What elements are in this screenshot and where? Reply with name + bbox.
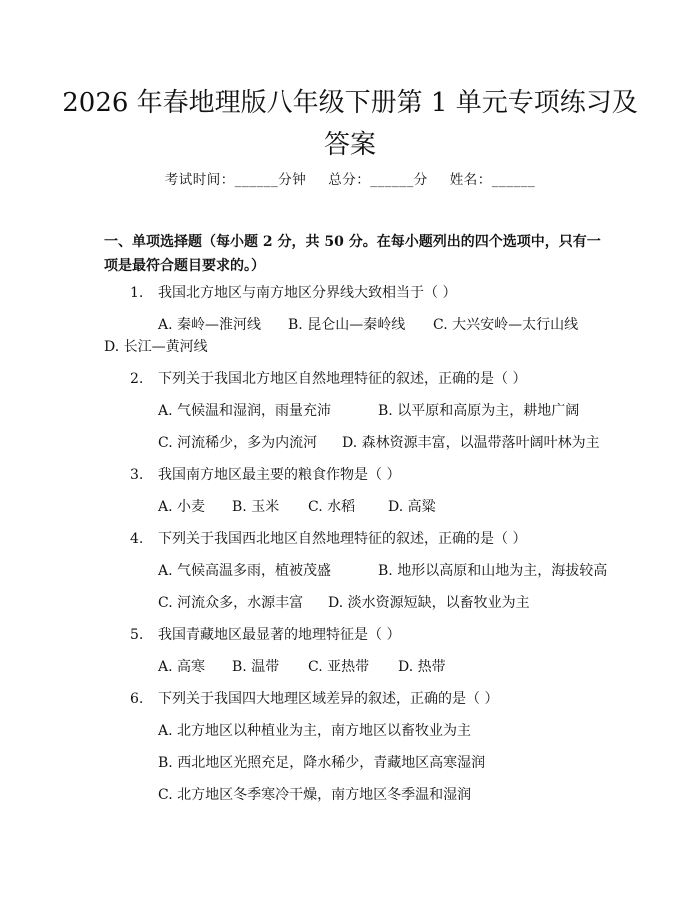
option-b: B. 以平原和高原为主，耕地广阔 [378,403,580,419]
option-d: D. 淡水资源短缺，以畜牧业为主 [328,595,530,611]
question-1 [130,282,456,302]
option-a: A. 气候温和湿润，雨量充沛 [158,403,332,419]
student-name: 姓名：______ [449,172,536,188]
option-c: C. 北方地区冬季寒冷干燥，南方地区冬季温和湿润 [158,787,472,803]
question-3 [130,464,400,484]
question-text: 我国青藏地区最显著的地理特征是（ ） [158,627,401,643]
option-c: C. 河流众多，水源丰富 [158,595,304,611]
option-c: C. 水稻 [308,499,356,515]
option-d: D. 长江—黄河线 [104,339,208,355]
question-3-options [158,496,436,516]
question-text: 我国南方地区最主要的粮食作物是（ ） [158,467,401,483]
question-5 [130,624,400,644]
question-6 [130,688,498,708]
option-b: B. 西北地区光照充足，降水稀少，青藏地区高寒湿润 [158,755,486,771]
section-heading: 一、单项选择题（每小题 2 分，共 50 分。在每小题列出的四个选项中，只有一项是最符合题目要求的。） [104,234,601,274]
option-a: A. 北方地区以种植业为主，南方地区以畜牧业为主 [158,723,472,739]
question-text: 下列关于我国西北地区自然地理特征的叙述，正确的是（ ） [158,531,527,547]
option-a: A. 秦岭—淮河线 [158,317,262,333]
question-2-options-row2 [158,432,600,452]
option-a: A. 气候高温多雨，植被茂盛 [158,563,332,579]
question-text: 下列关于我国四大地理区域差异的叙述，正确的是（ ） [158,691,499,707]
question-4 [130,528,526,548]
option-c: C. 亚热带 [308,659,370,675]
option-b: B. 地形以高原和山地为主，海拔较高 [378,563,608,579]
question-number: 1. [130,285,144,301]
question-text: 下列关于我国北方地区自然地理特征的叙述，正确的是（ ） [158,371,527,387]
option-a: A. 高寒 [158,659,206,675]
option-c: C. 大兴安岭—太行山线 [433,317,579,333]
exam-time: 考试时间：______分钟 [164,172,307,188]
option-d: D. 高粱 [388,499,436,515]
option-d: D. 森林资源丰富，以温带落叶阔叶林为主 [342,435,600,451]
option-a: A. 小麦 [158,499,206,515]
question-2-options-row1 [158,400,579,420]
question-1-options [158,314,578,334]
question-number: 3. [130,467,144,483]
question-number: 2. [130,371,144,387]
question-text: 我国北方地区与南方地区分界线大致相当于（ ） [158,285,457,301]
question-5-options [158,656,446,676]
question-number: 6. [130,691,144,707]
option-b: B. 玉米 [232,499,280,515]
exam-score: 总分：______分 [328,172,428,188]
question-number: 5. [130,627,144,643]
option-c: C. 河流稀少，多为内流河 [158,435,318,451]
question-4-options-row1 [158,560,607,580]
option-b: B. 昆仑山—秦岭线 [288,317,406,333]
option-b: B. 温带 [232,659,280,675]
exam-info [0,168,700,188]
page-title: 2026 年春地理版八年级下册第 1 单元专项练习及答案 [62,88,638,160]
question-2 [130,368,526,388]
option-d: D. 热带 [398,659,446,675]
question-4-options-row2 [158,592,530,612]
question-number: 4. [130,531,144,547]
